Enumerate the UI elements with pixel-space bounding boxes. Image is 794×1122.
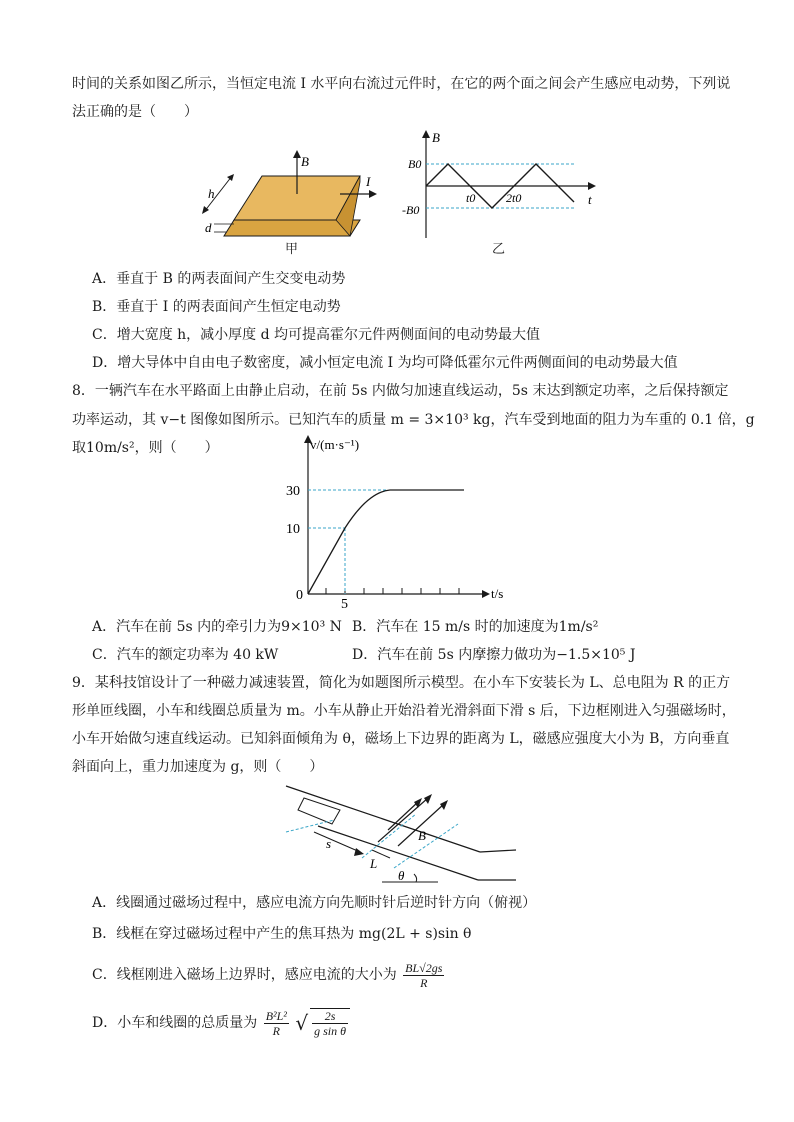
fig-yi-label-b: B (432, 130, 440, 145)
q9-stem-line4: 斜面向上，重力加速度为 g，则（ ） (72, 759, 324, 775)
q8-option-d: D．汽车在前 5s 内摩擦力做功为−1.5×10⁵ J (352, 647, 636, 663)
q9-option-d-root-fraction: $\frac{2s}{\text{g sin θ}}$ (310, 1008, 350, 1038)
q7-option-a: A．垂直于 B 的两表面间产生交变电动势 (92, 271, 346, 287)
fig-yi-label-b0: B0 (408, 157, 422, 171)
q8-option-c: C．汽车的额定功率为 40 kW (92, 647, 279, 663)
fig-jia-caption: 甲 (285, 242, 299, 257)
q9-option-a: A．线圈通过磁场过程中，感应电流方向先顺时针后逆时针方向（俯视） (92, 895, 537, 911)
q9-option-c: C．线框刚进入磁场上边界时，感应电流的大小为 $\frac{BL√2gs}{R}$ (92, 960, 443, 990)
q9-option-d: D．小车和线圈的总质量为 $\frac{\text{B²L²}}{R}$ √ $\frac{2s}{\text{g sin θ}}$ (92, 1006, 352, 1040)
q9-fig-label-s: s (326, 836, 332, 851)
q8-y-tick-30: 30 (286, 484, 300, 499)
fig-yi-label-2t0: 2t0 (506, 191, 522, 205)
q8-x-axis-label: t/s (491, 586, 504, 601)
q8-x-tick-5: 5 (341, 597, 348, 610)
figure-yi-b-t-graph (398, 128, 603, 240)
fig-yi-caption: 乙 (492, 242, 506, 257)
q7-option-b: B．垂直于 I 的两表面间产生恒定电动势 (92, 299, 341, 315)
q7-stem-line1: 时间的关系如图乙所示，当恒定电流 I 水平向右流过元件时，在它的两个面之间会产生感应电动势，下列说 (72, 76, 731, 92)
q9-option-b: B．线框在穿过磁场过程中产生的焦耳热为 mg(2L + s)sin θ (92, 926, 472, 942)
fig-yi-label-t: t (588, 192, 592, 207)
figure-q8-v-t-graph (278, 430, 518, 610)
fig-jia-label-d: d (205, 220, 212, 235)
fig-yi-label-t0: t0 (466, 191, 476, 205)
q7-option-c: C．增大宽度 h，减小厚度 d 均可提高霍尔元件两侧面间的电动势最大值 (92, 327, 541, 343)
q7-option-d: D．增大导体中自由电子数密度，减小恒定电流 I 为均可降低霍尔元件两侧面间的电动势最大值 (92, 355, 678, 371)
q9-fig-label-theta: θ (398, 868, 405, 883)
q9-stem-line1: 9．某科技馆设计了一种磁力减速装置，简化为如题图所示模型。在小车下安装长为 L、总电阻为 R 的正方 (72, 675, 731, 691)
q9-option-d-sqrt-sign: √ (295, 1011, 309, 1035)
q9-fig-label-b: B (418, 828, 426, 843)
fig-jia-label-i: I (366, 174, 371, 189)
q7-stem-line2: 法正确的是（ ） (72, 104, 198, 120)
q8-option-a: A．汽车在前 5s 内的牵引力为9×10³ N (92, 619, 342, 635)
q9-option-c-fraction: $\frac{BL√2gs}{R}$ (405, 960, 443, 990)
q9-option-d-fraction: $\frac{\text{B²L²}}{R}$ (265, 1008, 287, 1038)
fig-yi-label-neg-b0: -B0 (402, 203, 420, 217)
q8-stem-line1: 8．一辆汽车在水平路面上由静止启动，在前 5s 内做匀加速直线运动，5s 末达到额定功率，之后保持额定 (72, 383, 729, 399)
q8-origin-label: 0 (296, 588, 303, 603)
q9-fig-label-l: L (370, 856, 378, 871)
q9-stem-line2: 形单匝线圈，小车和线圈总质量为 m。小车从静止开始沿着光滑斜面下滑 s 后，下边框刚进入匀强磁场时， (72, 703, 736, 719)
q8-y-axis-label: v/(m·s⁻¹) (310, 437, 360, 452)
q8-stem-line3: 取10m/s²，则（ ） (72, 440, 219, 456)
q8-y-tick-10: 10 (286, 522, 300, 537)
fig-jia-label-b: B (301, 154, 309, 169)
fig-jia-label-h: h (208, 186, 215, 201)
figure-q9-incline-magnetic-field (278, 776, 523, 888)
q8-stem-line2: 功率运动，其 v−t 图像如图所示。已知汽车的质量 m = 3×10³ kg，汽车受到地面的阻力为车重的 0.1 倍，g (72, 412, 755, 428)
q9-stem-line3: 小车开始做匀速直线运动。已知斜面倾角为 θ，磁场上下边界的距离为 L，磁感应强度大小为 B，方向垂直 (72, 731, 730, 747)
q8-option-b: B．汽车在 15 m/s 时的加速度为1m/s² (352, 619, 599, 635)
